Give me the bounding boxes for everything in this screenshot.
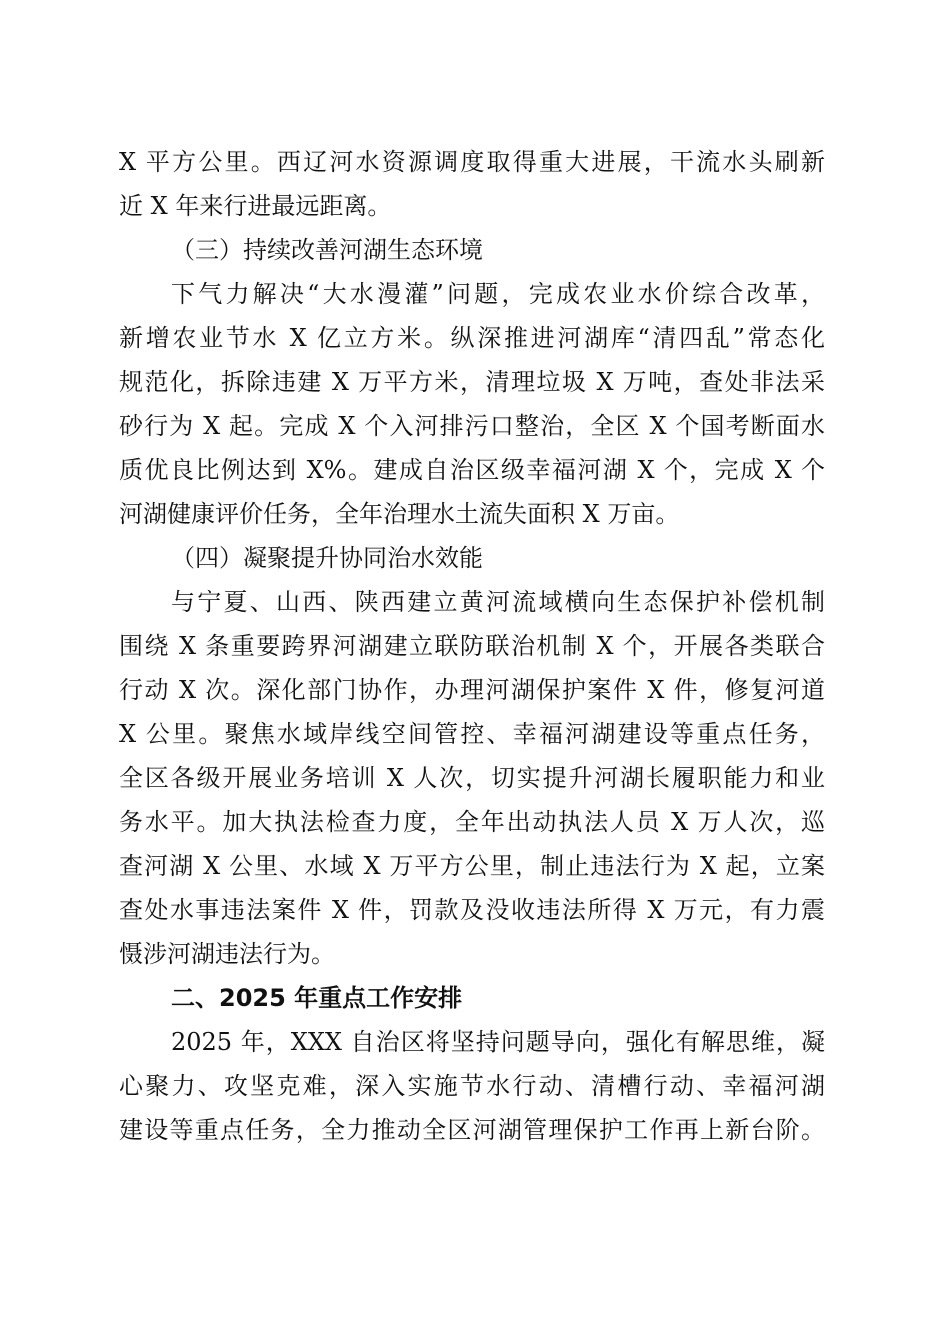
paragraph-line: X 平方公里。西辽河水资源调度取得重大进展，干流水头刷新	[119, 148, 825, 176]
paragraph-line: 围绕 X 条重要跨界河湖建立联防联治机制 X 个，开展各类联合	[119, 632, 825, 660]
paragraph-line: 质优良比例达到 X%。建成自治区级幸福河湖 X 个，完成 X 个	[119, 456, 825, 484]
paragraph-line: 新增农业节水 X 亿立方米。纵深推进河湖库“清四乱”常态化	[119, 324, 825, 352]
paragraph-line: 与宁夏、山西、陕西建立黄河流域横向生态保护补偿机制	[171, 588, 825, 616]
document-page	[119, 140, 825, 1152]
paragraph-line: 近 X 年来行进最远距离。	[119, 192, 392, 220]
section-subheading: （四）凝聚提升协同治水效能	[171, 544, 483, 572]
paragraph-line: 行动 X 次。深化部门协作，办理河湖保护案件 X 件，修复河道	[119, 676, 825, 704]
section-heading: 二、2025 年重点工作安排	[171, 984, 463, 1012]
paragraph-line: 查河湖 X 公里、水域 X 万平方公里，制止违法行为 X 起，立案	[119, 852, 825, 880]
section-subheading: （三）持续改善河湖生态环境	[171, 236, 483, 264]
paragraph-line: 慑涉河湖违法行为。	[119, 940, 335, 968]
paragraph-line: 下气力解决“大水漫灌”问题，完成农业水价综合改革，	[171, 280, 825, 308]
paragraph-line: 建设等重点任务，全力推动全区河湖管理保护工作再上新台阶。	[119, 1116, 825, 1144]
paragraph-line: 务水平。加大执法检查力度，全年出动执法人员 X 万人次，巡	[119, 808, 825, 836]
paragraph-line: 查处水事违法案件 X 件，罚款及没收违法所得 X 万元，有力震	[119, 896, 825, 924]
paragraph-line: 全区各级开展业务培训 X 人次，切实提升河湖长履职能力和业	[119, 764, 825, 792]
paragraph-line: 2025 年，XXX 自治区将坚持问题导向，强化有解思维，凝	[171, 1028, 825, 1056]
paragraph-line: X 公里。聚焦水域岸线空间管控、幸福河湖建设等重点任务，	[119, 720, 825, 748]
paragraph-line: 规范化，拆除违建 X 万平方米，清理垃圾 X 万吨，查处非法采	[119, 368, 825, 396]
paragraph-line: 河湖健康评价任务，全年治理水土流失面积 X 万亩。	[119, 500, 680, 528]
paragraph-line: 砂行为 X 起。完成 X 个入河排污口整治，全区 X 个国考断面水	[119, 412, 825, 440]
paragraph-line: 心聚力、攻坚克难，深入实施节水行动、清槽行动、幸福河湖	[119, 1072, 825, 1100]
